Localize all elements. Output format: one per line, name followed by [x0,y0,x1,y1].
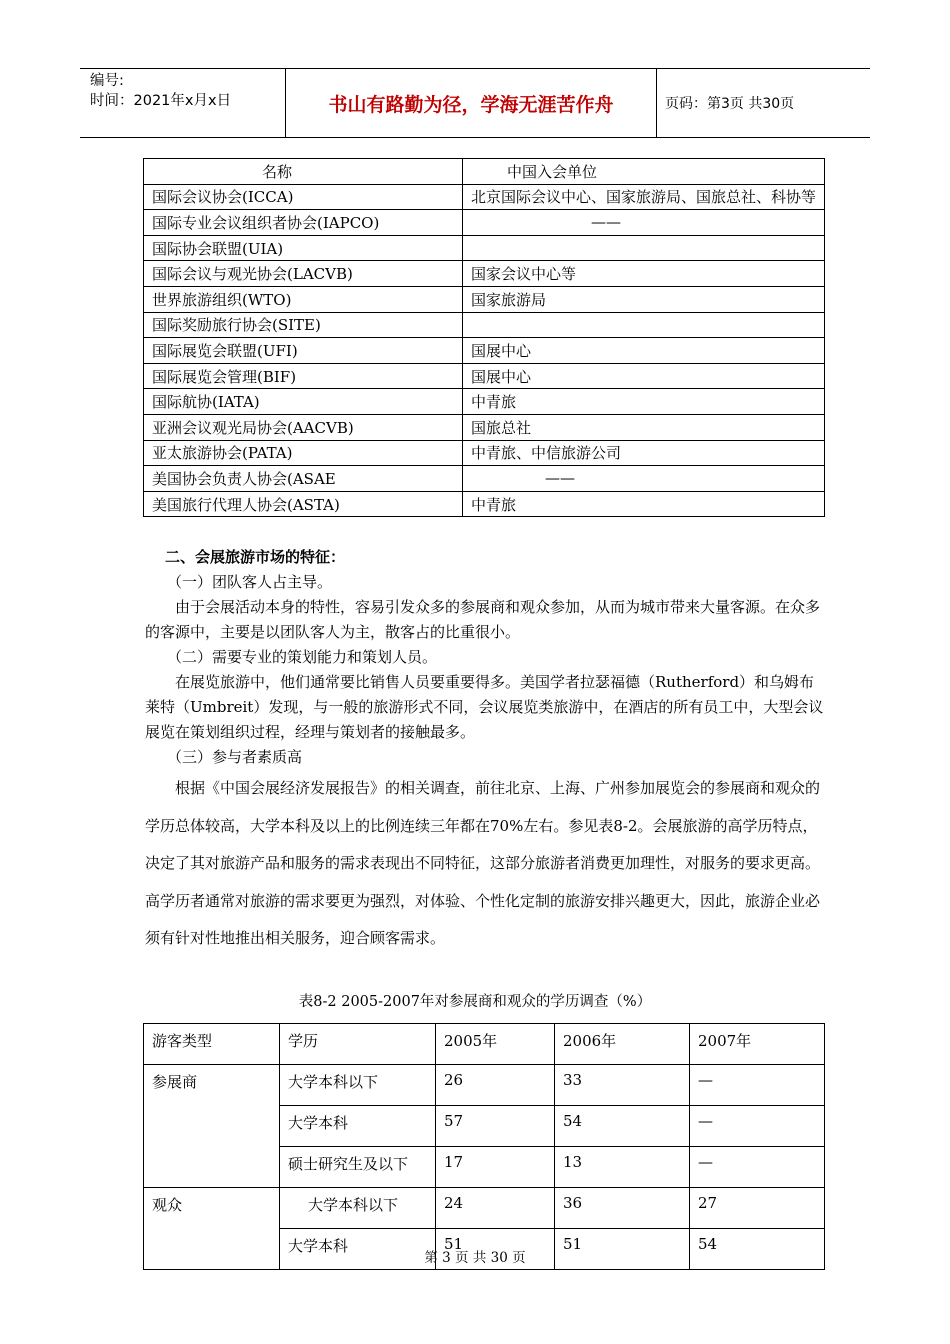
table-cell: 大学本科 [280,1106,436,1147]
table-header-row [144,159,825,185]
education-survey-table [143,1023,825,1270]
paragraph-1: 由于会展活动本身的特性，容易引发众多的参展商和观众参加，从而为城市带来大量客源。在众多的客源中，主要是以团队客人为主，散客占的比重很小。 [145,598,821,641]
table-cell: 国家旅游局 [462,286,824,312]
table-cell: 国际展览会联盟(UFI) [144,338,463,364]
header-page-info: 页码：第3页 共30页 [665,96,795,112]
table-row [144,466,825,492]
table-caption: 表8-2 2005-2007年对参展商和观众的学历调查（%） [298,994,652,1010]
table-row [144,210,825,236]
table-cell: 硕士研究生及以下 [280,1147,436,1188]
table-header-cell: 2005年 [436,1024,555,1065]
table-cell: 亚太旅游协会(PATA) [144,440,463,466]
table-cell: 国际展览会管理(BIF) [144,363,463,389]
table-cell: 世界旅游组织(WTO) [144,286,463,312]
subheading-3: （三）参与者素质高 [167,748,303,766]
header-motto: 书山有路勤为径，学海无涯苦作舟 [285,69,657,137]
table-cell: 国际会议与观光协会(LACVB) [144,261,463,287]
table-cell: 26 [436,1065,555,1106]
table-cell: 24 [436,1188,555,1229]
table-cell: —— [462,210,824,236]
table-header-row [144,1024,825,1065]
paragraph-3: 根据《中国会展经济发展报告》的相关调查，前往北京、上海、广州参加展览会的参展商和观众的学历总体较高，大学本科及以上的比例连续三年都在70%左右。参见表8-2。会展旅游的高学历特点，决定了其对旅游产品和服务的需求表现出不同特征，这部分旅游者消费更加理性，对服务的要求更高。高学历者通常对旅游的需求要更为强烈，对体验、个性化定制的旅游安排兴趣更大，因此，旅游企业必须有针对性地推出相关服务，迎合顾客需求。 [145,779,821,947]
table-cell: 中青旅 [462,389,824,415]
page-header [80,68,870,138]
table-cell: — [690,1147,825,1188]
table-cell: 国际奖励旅行协会(SITE) [144,312,463,338]
table-cell: 57 [436,1106,555,1147]
subheading-1: （一）团队客人占主导。 [167,573,333,591]
table-cell: 大学本科以下 [280,1188,436,1229]
table-cell: 13 [555,1147,690,1188]
table-cell: 中青旅、中信旅游公司 [462,440,824,466]
table-header-cell: 游客类型 [144,1024,280,1065]
table-cell: 国家会议中心等 [462,261,824,287]
table-row [144,261,825,287]
table-row [144,389,825,415]
table-cell: 国际航协(IATA) [144,389,463,415]
table-cell: —— [462,466,824,492]
table-cell: 大学本科以下 [280,1065,436,1106]
table-cell: — [690,1106,825,1147]
table-row [144,440,825,466]
header-meta [90,71,285,111]
page-footer: 第 3 页 共 30 页 [424,1250,526,1266]
section-body [145,545,825,958]
table-row [144,184,825,210]
subheading-2: （二）需要专业的策划能力和策划人员。 [167,648,438,666]
table-cell [462,312,824,338]
table-cell: 国际会议协会(ICCA) [144,184,463,210]
table-row [144,286,825,312]
table-cell: 54 [555,1106,690,1147]
table-row [144,312,825,338]
table-cell: 54 [690,1229,825,1270]
table-cell: 51 [555,1229,690,1270]
table-cell: 北京国际会议中心、国家旅游局、国旅总社、科协等 [462,184,824,210]
table-cell: 国际协会联盟(UIA) [144,235,463,261]
table-cell: 美国旅行代理人协会(ASTA) [144,491,463,517]
table-cell: 国际专业会议组织者协会(IAPCO) [144,210,463,236]
table-cell: 国展中心 [462,338,824,364]
table-header-cell: 2007年 [690,1024,825,1065]
table-row [144,491,825,517]
table-cell: 17 [436,1147,555,1188]
table-row [144,338,825,364]
table-cell: 亚洲会议观光局协会(AACVB) [144,414,463,440]
table-cell: 27 [690,1188,825,1229]
table-cell: 36 [555,1188,690,1229]
table-cell: 51 [436,1229,555,1270]
table-cell: — [690,1065,825,1106]
table-cell: 美国协会负责人协会(ASAE [144,466,463,492]
table-row [144,414,825,440]
table-cell: 大学本科 [280,1229,436,1270]
table-row [144,1065,825,1106]
table-row [144,235,825,261]
table-cell [462,235,824,261]
table-cell: 国旅总社 [462,414,824,440]
header-number-label: 编号: [90,73,124,89]
group-cell-exhibitors: 参展商 [144,1065,280,1188]
table-row [144,1188,825,1229]
table-header-cell: 名称 [144,159,463,185]
table-row [144,363,825,389]
table-cell: 33 [555,1065,690,1106]
table-header-cell: 2006年 [555,1024,690,1065]
paragraph-2: 在展览旅游中，他们通常要比销售人员要重要得多。美国学者拉瑟福德（Rutherford）和乌姆布莱特（Umbreit）发现，与一般的旅游形式不同，会议展览类旅游中，在酒店的所有员工中，大型会议展览在策划组织过程，经理与策划者的接触最多。 [145,673,824,741]
section-title: 二、会展旅游市场的特征： [165,548,346,566]
table-cell: 国展中心 [462,363,824,389]
table-header-cell: 学历 [280,1024,436,1065]
table-cell: 中青旅 [462,491,824,517]
table-header-cell: 中国入会单位 [462,159,824,185]
header-time-label: 时间：2021年x月x日 [90,93,232,109]
group-cell-visitors: 观众 [144,1188,280,1270]
membership-table [143,158,825,517]
